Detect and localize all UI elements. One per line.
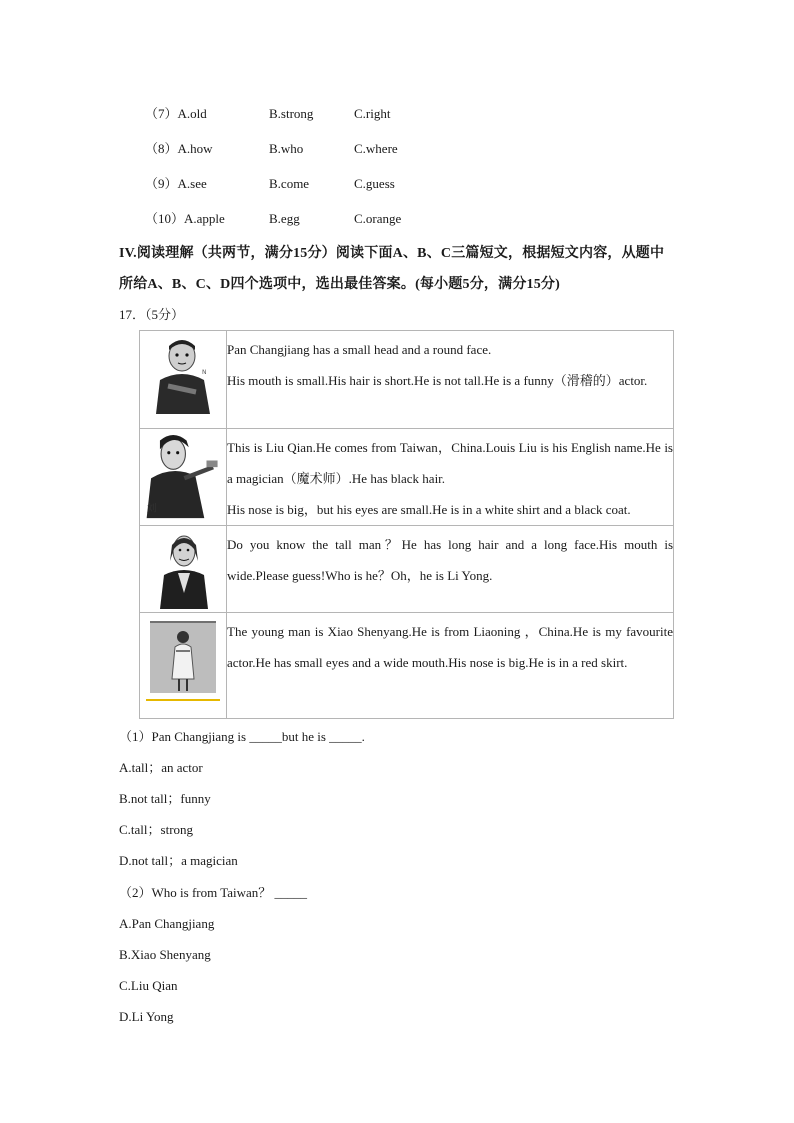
svg-text:N: N	[202, 369, 207, 376]
portrait-photo	[140, 431, 222, 521]
option-a: （8）A.how	[145, 141, 213, 156]
passage-row	[140, 429, 674, 526]
section-title-line2: 所给A、B、C、D四个选项中，选出最佳答案。(每小题5分，满分15分)	[119, 277, 560, 292]
question-2-choice-c: C.Liu Qian	[119, 978, 178, 993]
question-2-choice-a: A.Pan Changjiang	[119, 916, 215, 931]
passage-table	[139, 330, 674, 719]
passage-text	[227, 429, 674, 526]
option-a: （7）A.old	[145, 106, 207, 121]
passage-row	[140, 331, 674, 429]
passage-line: His nose is big，but his eyes are small.He is in a white shirt and a black coat.	[227, 502, 631, 517]
question-1-choice-c: C.tall；strong	[119, 822, 194, 837]
option-c: C.where	[354, 141, 398, 156]
option-c: C.right	[354, 106, 391, 121]
portrait-photo	[146, 531, 220, 611]
photo-cell	[140, 331, 227, 429]
passage-row	[140, 613, 674, 719]
photo-cell	[140, 613, 227, 719]
question-number: 17．（5分）	[119, 307, 185, 322]
photo-cell	[140, 526, 227, 613]
passage-text	[227, 526, 674, 613]
passage-line: This is Liu Qian.He comes from Taiwan，China.Louis Liu is his English name.He is a magician（魔术师）.He has black hair.	[227, 440, 673, 486]
option-c: C.guess	[354, 176, 395, 191]
option-c: C.orange	[354, 211, 402, 226]
portrait-photo	[146, 336, 220, 416]
passage-text	[227, 613, 674, 719]
question-1-choice-d: D.not tall；a magician	[119, 853, 238, 868]
question-1-choice-a: A.tall；an actor	[119, 760, 203, 775]
passage-text	[227, 331, 674, 429]
question-1-stem: （1）Pan Changjiang is _____but he is _____.	[119, 729, 365, 744]
photo-cell	[140, 429, 227, 526]
question-1-choice-b: B.not tall；funny	[119, 791, 211, 806]
option-a: （9）A.see	[145, 176, 207, 191]
question-2-stem: （2）Who is from Taiwan？ _____	[119, 885, 308, 900]
question-2-choice-b: B.Xiao Shenyang	[119, 947, 211, 962]
section-title-line1: IV.阅读理解（共两节，满分15分）阅读下面A、B、C三篇短文，根据短文内容，从题中	[119, 246, 665, 261]
option-b: B.come	[269, 176, 310, 191]
portrait-photo	[146, 621, 220, 701]
svg-text:刘: 刘	[146, 503, 157, 515]
question-2-choice-d: D.Li Yong	[119, 1009, 174, 1024]
option-b: B.who	[269, 141, 304, 156]
option-b: B.strong	[269, 106, 314, 121]
option-a: （10）A.apple	[145, 211, 225, 226]
passage-line: His mouth is small.His hair is short.He is not tall.He is a funny（滑稽的）actor.	[227, 373, 648, 388]
passage-line: Do you know the tall man？He has long hair and a long face.His mouth is wide.Please guess!Who is he？Oh，he is Li Yong.	[227, 537, 673, 583]
passage-line: The young man is Xiao Shenyang.He is from Liaoning ，China.He is my favourite actor.He has small eyes and a wide mouth.His nose is big.He is in a red skirt.	[227, 624, 673, 670]
passage-line: Pan Changjiang has a small head and a round face.	[227, 342, 492, 357]
option-b: B.egg	[269, 211, 300, 226]
passage-row	[140, 526, 674, 613]
